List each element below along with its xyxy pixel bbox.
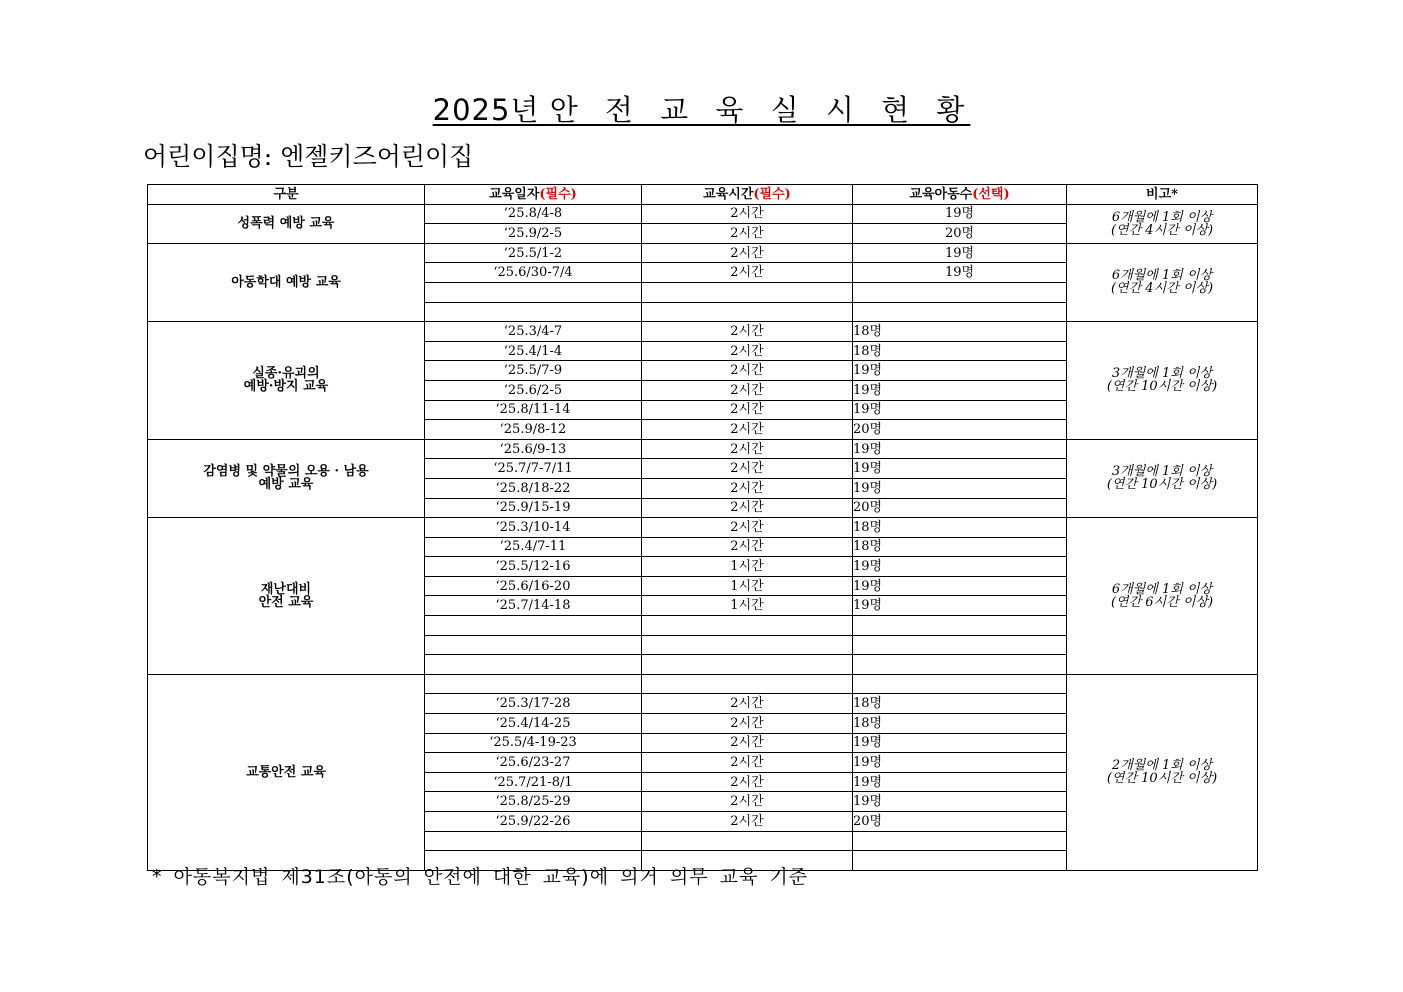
kids-count-cell: 19명 [853, 733, 1067, 753]
kids-count-cell: 19명 [853, 792, 1067, 812]
hours-cell: 2시간 [642, 812, 853, 832]
hours-cell: 2시간 [642, 694, 853, 714]
daycare-center-name: 어린이집명: 엔젤키즈어린이집 [143, 142, 474, 171]
date-cell: ‘25.7/7-7/11 [425, 459, 642, 479]
date-cell: ‘25.8/11-14 [425, 400, 642, 420]
hours-cell: 2시간 [642, 498, 853, 518]
kids-count-cell: 19명 [853, 596, 1067, 616]
note-line: (연간 10시간 이상) [1106, 379, 1218, 395]
kids-count-cell: 18명 [853, 518, 1067, 538]
note-cell [1067, 674, 1258, 870]
hours-cell [642, 616, 853, 636]
hours-cell: 2시간 [642, 518, 853, 538]
kids-count-cell: 19명 [853, 204, 1067, 224]
kids-count-cell [853, 674, 1067, 694]
kids-count-cell: 20명 [853, 224, 1067, 244]
kids-count-cell [853, 635, 1067, 655]
note-cell [1067, 439, 1258, 517]
date-cell: ‘25.9/2-5 [425, 224, 642, 244]
category-cell [148, 439, 425, 517]
kids-count-cell [853, 616, 1067, 636]
kids-count-cell: 19명 [853, 753, 1067, 773]
title-year: 2025년 [432, 93, 540, 127]
kids-count-cell: 18명 [853, 537, 1067, 557]
hours-cell [642, 655, 853, 675]
note-line: 6개월에 1회 이상 [1111, 581, 1213, 597]
date-cell [425, 635, 642, 655]
category-label: 예방 교육 [258, 477, 314, 493]
date-cell: ‘25.5/7-9 [425, 361, 642, 381]
date-cell [425, 655, 642, 675]
category-label: 성폭력 예방 교육 [237, 216, 335, 232]
date-cell [425, 616, 642, 636]
hours-cell: 2시간 [642, 420, 853, 440]
kids-count-cell: 19명 [853, 772, 1067, 792]
kids-count-cell [853, 851, 1067, 871]
note-line: 6개월에 1회 이상 [1111, 209, 1213, 225]
page-title [0, 88, 1403, 129]
kids-count-cell: 20명 [853, 498, 1067, 518]
header-date-label: 교육일자 [489, 186, 540, 202]
hours-cell: 2시간 [642, 459, 853, 479]
category-label: 실종·유괴의 [252, 366, 320, 382]
category-cell [148, 322, 425, 440]
date-cell: ‘25.5/1-2 [425, 243, 642, 263]
category-cell [148, 243, 425, 321]
category-cell [148, 518, 425, 675]
note-cell [1067, 204, 1258, 243]
date-cell: ‘25.7/14-18 [425, 596, 642, 616]
date-cell: ‘25.3/10-14 [425, 518, 642, 538]
note-line: (연간 4시간 이상) [1110, 222, 1214, 238]
hours-cell: 2시간 [642, 439, 853, 459]
date-cell: ‘25.9/15-19 [425, 498, 642, 518]
header-kids [853, 185, 1067, 205]
hours-cell: 2시간 [642, 537, 853, 557]
date-cell: ‘25.4/7-11 [425, 537, 642, 557]
hours-cell: 1시간 [642, 596, 853, 616]
hours-cell: 2시간 [642, 361, 853, 381]
table-row [148, 322, 1258, 342]
safety-education-table [147, 184, 1258, 871]
hours-cell: 2시간 [642, 380, 853, 400]
date-cell: ‘25.3/4-7 [425, 322, 642, 342]
date-cell: ‘25.3/17-28 [425, 694, 642, 714]
kids-count-cell: 18명 [853, 322, 1067, 342]
hours-cell: 2시간 [642, 243, 853, 263]
kids-count-cell [853, 831, 1067, 851]
hours-cell: 2시간 [642, 733, 853, 753]
kids-count-cell: 19명 [853, 576, 1067, 596]
note-cell [1067, 243, 1258, 321]
category-cell [148, 674, 425, 870]
hours-cell: 2시간 [642, 478, 853, 498]
footnote: * 아동복지법 제31조(아동의 안전에 대한 교육)에 의거 의무 교육 기준 [152, 866, 809, 888]
date-cell: ‘25.9/8-12 [425, 420, 642, 440]
note-line: 2개월에 1회 이상 [1111, 758, 1213, 774]
kids-count-cell: 19명 [853, 557, 1067, 577]
header-date [425, 185, 642, 205]
table-body [148, 204, 1258, 870]
note-line: (연간 6시간 이상) [1110, 594, 1214, 610]
kids-count-cell: 18명 [853, 714, 1067, 734]
date-cell: ‘25.9/22-26 [425, 812, 642, 832]
header-date-required-tag: (필수) [539, 186, 577, 202]
date-cell: ‘25.6/23-27 [425, 753, 642, 773]
category-label: 안전 교육 [258, 594, 314, 610]
hours-cell: 1시간 [642, 576, 853, 596]
kids-count-cell: 19명 [853, 400, 1067, 420]
kids-count-cell: 18명 [853, 694, 1067, 714]
date-cell [425, 282, 642, 302]
date-cell [425, 302, 642, 322]
hours-cell: 2시간 [642, 204, 853, 224]
hours-cell: 2시간 [642, 753, 853, 773]
note-line: 3개월에 1회 이상 [1111, 464, 1213, 480]
kids-count-cell: 20명 [853, 812, 1067, 832]
note-line: 6개월에 1회 이상 [1111, 268, 1213, 284]
date-cell: ‘25.6/16-20 [425, 576, 642, 596]
title-rest: 안 전 교 육 실 시 현 황 [549, 93, 971, 127]
hours-cell [642, 831, 853, 851]
table-row [148, 439, 1258, 459]
hours-cell: 2시간 [642, 714, 853, 734]
category-label: 감염병 및 약물의 오용 · 남용 [203, 464, 369, 480]
note-cell [1067, 518, 1258, 675]
date-cell: ‘25.8/4-8 [425, 204, 642, 224]
hours-cell: 2시간 [642, 341, 853, 361]
category-label: 교통안전 교육 [246, 764, 326, 780]
date-cell: ‘25.4/14-25 [425, 714, 642, 734]
hours-cell: 2시간 [642, 322, 853, 342]
header-category: 구분 [148, 185, 425, 205]
hours-cell [642, 674, 853, 694]
hours-cell [642, 635, 853, 655]
kids-count-cell: 19명 [853, 243, 1067, 263]
kids-count-cell: 19명 [853, 361, 1067, 381]
date-cell: ‘25.5/12-16 [425, 557, 642, 577]
note-line: (연간 10시간 이상) [1106, 771, 1218, 787]
table-row [148, 204, 1258, 224]
date-cell: ‘25.6/9-13 [425, 439, 642, 459]
category-label: 아동학대 예방 교육 [231, 274, 341, 290]
date-cell: ‘25.6/2-5 [425, 380, 642, 400]
date-cell [425, 831, 642, 851]
hours-cell: 2시간 [642, 792, 853, 812]
hours-cell: 1시간 [642, 557, 853, 577]
kids-count-cell: 19명 [853, 459, 1067, 479]
kids-count-cell [853, 282, 1067, 302]
hours-cell: 2시간 [642, 400, 853, 420]
kids-count-cell [853, 302, 1067, 322]
note-line: 3개월에 1회 이상 [1111, 366, 1213, 382]
category-cell [148, 204, 425, 243]
category-label: 재난대비 [260, 581, 312, 597]
date-cell [425, 674, 642, 694]
date-cell: ‘25.6/30-7/4 [425, 263, 642, 283]
note-cell [1067, 322, 1258, 440]
note-line: (연간 10시간 이상) [1106, 477, 1218, 493]
hours-cell [642, 282, 853, 302]
header-hours [642, 185, 853, 205]
kids-count-cell: 18명 [853, 341, 1067, 361]
note-line: (연간 4시간 이상) [1110, 281, 1214, 297]
date-cell: ‘25.8/25-29 [425, 792, 642, 812]
hours-cell: 2시간 [642, 772, 853, 792]
kids-count-cell: 20명 [853, 420, 1067, 440]
hours-cell [642, 302, 853, 322]
kids-count-cell: 19명 [853, 439, 1067, 459]
table-row [148, 674, 1258, 694]
header-note: 비고* [1067, 185, 1258, 205]
hours-cell: 2시간 [642, 224, 853, 244]
date-cell: ‘25.8/18-22 [425, 478, 642, 498]
date-cell: ‘25.5/4-19-23 [425, 733, 642, 753]
table-header-row [148, 185, 1258, 205]
date-cell: ‘25.7/21-8/1 [425, 772, 642, 792]
category-label: 예방·방지 교육 [243, 379, 329, 395]
kids-count-cell [853, 655, 1067, 675]
table-row [148, 518, 1258, 538]
kids-count-cell: 19명 [853, 263, 1067, 283]
table-row [148, 243, 1258, 263]
header-hours-label: 교육시간 [703, 186, 754, 202]
header-hours-required-tag: (필수) [753, 186, 791, 202]
kids-count-cell: 19명 [853, 478, 1067, 498]
header-kids-label: 교육아동수 [909, 186, 973, 202]
hours-cell: 2시간 [642, 263, 853, 283]
kids-count-cell: 19명 [853, 380, 1067, 400]
date-cell: ‘25.4/1-4 [425, 341, 642, 361]
header-kids-optional-tag: (선택) [972, 186, 1010, 202]
